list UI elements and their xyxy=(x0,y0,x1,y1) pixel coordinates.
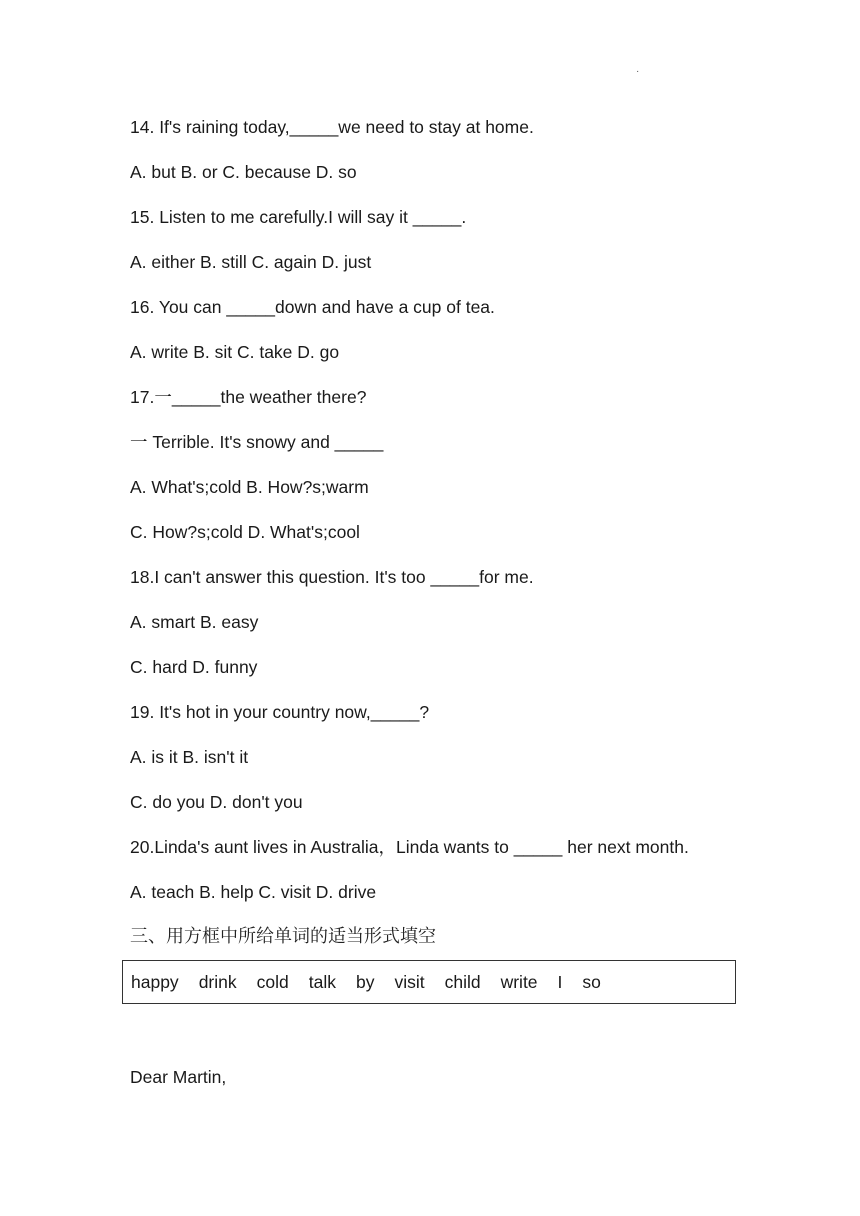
question-list xyxy=(130,112,770,958)
section-heading: 三、用方框中所给单词的适当形式填空 xyxy=(130,926,436,947)
word-bank-box xyxy=(122,960,736,1004)
word-bank-item: cold xyxy=(256,971,289,992)
question-14: 14. If's raining today,_____we need to stay at home. xyxy=(130,117,534,137)
word-bank-item: so xyxy=(582,971,601,992)
question-14-options: A. but B. or C. because D. so xyxy=(130,162,357,182)
word-bank-item: drink xyxy=(198,971,237,992)
question-16: 16. You can _____down and have a cup of tea. xyxy=(130,297,495,317)
letter-greeting: Dear Martin, xyxy=(130,1067,227,1087)
question-16-options: A. write B. sit C. take D. go xyxy=(130,342,340,362)
question-17-reply: 一 Terrible. It's snowy and _____ xyxy=(130,432,384,452)
question-18-options-ab: A. smart B. easy xyxy=(130,612,259,632)
question-18: 18.I can't answer this question. It's too _____for me. xyxy=(130,567,534,587)
question-18-options-cd: C. hard D. funny xyxy=(130,657,258,677)
question-19-options-ab: A. is it B. isn't it xyxy=(130,747,249,767)
question-17-options-cd: C. How?s;cold D. What's;cool xyxy=(130,522,360,542)
word-bank-item: by xyxy=(355,971,375,992)
question-15-options: A. either B. still C. again D. just xyxy=(130,252,372,272)
page-mark: · xyxy=(636,66,640,77)
word-bank-item: I xyxy=(557,971,563,992)
word-bank-item: write xyxy=(500,971,538,992)
word-bank-item: visit xyxy=(394,971,425,992)
word-bank-item: talk xyxy=(308,971,336,992)
question-19: 19. It's hot in your country now,_____? xyxy=(130,702,430,722)
question-17-options-ab: A. What's;cold B. How?s;warm xyxy=(130,477,369,497)
question-20: 20.Linda's aunt lives in Australia，Linda wants to _____ her next month. xyxy=(130,837,689,857)
question-19-options-cd: C. do you D. don't you xyxy=(130,792,303,812)
question-15: 15. Listen to me carefully.I will say it _____. xyxy=(130,207,467,227)
question-20-options: A. teach B. help C. visit D. drive xyxy=(130,882,377,902)
word-bank-item: child xyxy=(444,971,481,992)
word-bank-item: happy xyxy=(131,971,179,992)
question-17: 17.一_____the weather there? xyxy=(130,387,367,407)
